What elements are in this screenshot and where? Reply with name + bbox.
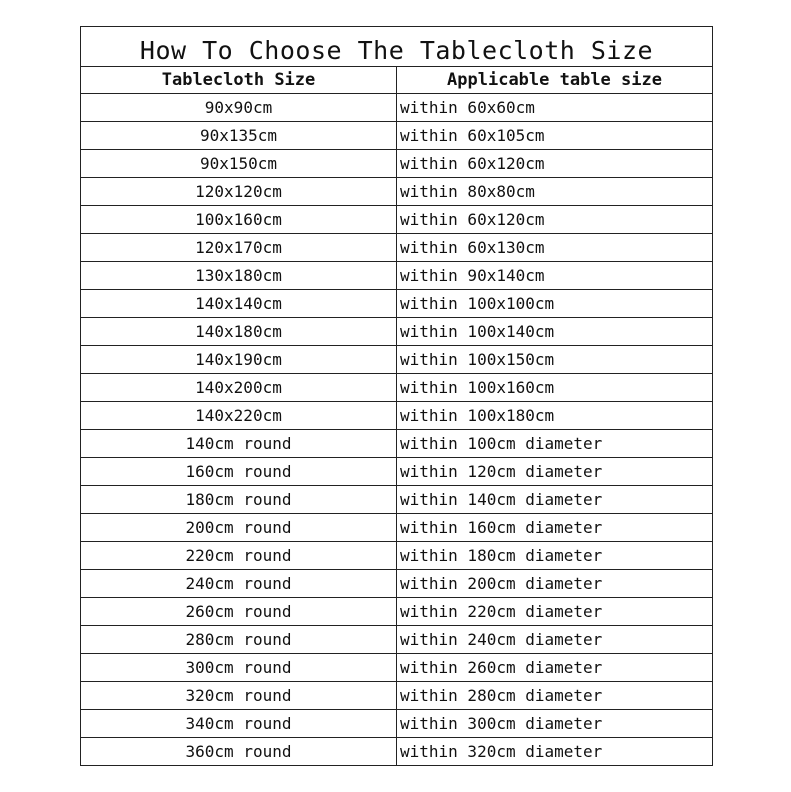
applicable-table-size-cell: within 200cm diameter [397, 570, 713, 598]
table-row [81, 346, 713, 374]
table-row [81, 94, 713, 122]
applicable-table-size-cell: within 80x80cm [397, 178, 713, 206]
table-body [81, 94, 713, 766]
applicable-table-size-cell: within 260cm diameter [397, 654, 713, 682]
title-row [81, 27, 713, 67]
tablecloth-size-cell: 140x180cm [81, 318, 397, 346]
table-row [81, 318, 713, 346]
applicable-table-size-cell: within 240cm diameter [397, 626, 713, 654]
tablecloth-size-cell: 320cm round [81, 682, 397, 710]
table-row [81, 122, 713, 150]
table-row [81, 206, 713, 234]
column-header-tablecloth-size: Tablecloth Size [81, 67, 397, 94]
tablecloth-size-cell: 140x190cm [81, 346, 397, 374]
table-row [81, 598, 713, 626]
tablecloth-size-cell: 140x220cm [81, 402, 397, 430]
tablecloth-size-cell: 140x200cm [81, 374, 397, 402]
tablecloth-size-cell: 140x140cm [81, 290, 397, 318]
column-header-applicable-table-size: Applicable table size [397, 67, 713, 94]
tablecloth-size-cell: 160cm round [81, 458, 397, 486]
applicable-table-size-cell: within 60x105cm [397, 122, 713, 150]
tablecloth-size-cell: 340cm round [81, 710, 397, 738]
applicable-table-size-cell: within 60x120cm [397, 150, 713, 178]
table-row [81, 710, 713, 738]
applicable-table-size-cell: within 100x150cm [397, 346, 713, 374]
tablecloth-size-cell: 120x120cm [81, 178, 397, 206]
applicable-table-size-cell: within 300cm diameter [397, 710, 713, 738]
applicable-table-size-cell: within 140cm diameter [397, 486, 713, 514]
applicable-table-size-cell: within 320cm diameter [397, 738, 713, 766]
table-row [81, 654, 713, 682]
tablecloth-size-cell: 120x170cm [81, 234, 397, 262]
table-row [81, 430, 713, 458]
applicable-table-size-cell: within 90x140cm [397, 262, 713, 290]
table-row [81, 150, 713, 178]
tablecloth-size-cell: 140cm round [81, 430, 397, 458]
table-row [81, 374, 713, 402]
tablecloth-size-cell: 90x135cm [81, 122, 397, 150]
applicable-table-size-cell: within 60x130cm [397, 234, 713, 262]
applicable-table-size-cell: within 100cm diameter [397, 430, 713, 458]
tablecloth-size-cell: 280cm round [81, 626, 397, 654]
applicable-table-size-cell: within 60x60cm [397, 94, 713, 122]
table-row [81, 290, 713, 318]
applicable-table-size-cell: within 100x180cm [397, 402, 713, 430]
table-row [81, 626, 713, 654]
applicable-table-size-cell: within 220cm diameter [397, 598, 713, 626]
tablecloth-size-cell: 220cm round [81, 542, 397, 570]
tablecloth-size-cell: 360cm round [81, 738, 397, 766]
tablecloth-size-cell: 90x150cm [81, 150, 397, 178]
table-row [81, 570, 713, 598]
tablecloth-size-cell: 180cm round [81, 486, 397, 514]
table-title: How To Choose The Tablecloth Size [81, 27, 713, 67]
table-row [81, 514, 713, 542]
applicable-table-size-cell: within 120cm diameter [397, 458, 713, 486]
tablecloth-size-cell: 240cm round [81, 570, 397, 598]
applicable-table-size-cell: within 60x120cm [397, 206, 713, 234]
tablecloth-size-cell: 100x160cm [81, 206, 397, 234]
applicable-table-size-cell: within 160cm diameter [397, 514, 713, 542]
header-row [81, 67, 713, 94]
table-row [81, 234, 713, 262]
table-row [81, 178, 713, 206]
tablecloth-size-table [80, 26, 713, 766]
applicable-table-size-cell: within 100x100cm [397, 290, 713, 318]
tablecloth-size-cell: 200cm round [81, 514, 397, 542]
table-row [81, 458, 713, 486]
table-row [81, 682, 713, 710]
applicable-table-size-cell: within 280cm diameter [397, 682, 713, 710]
table-row [81, 262, 713, 290]
tablecloth-size-cell: 90x90cm [81, 94, 397, 122]
table-row [81, 486, 713, 514]
tablecloth-size-cell: 130x180cm [81, 262, 397, 290]
applicable-table-size-cell: within 100x160cm [397, 374, 713, 402]
tablecloth-size-cell: 300cm round [81, 654, 397, 682]
applicable-table-size-cell: within 100x140cm [397, 318, 713, 346]
table-row [81, 738, 713, 766]
table-row [81, 542, 713, 570]
tablecloth-size-cell: 260cm round [81, 598, 397, 626]
table-row [81, 402, 713, 430]
applicable-table-size-cell: within 180cm diameter [397, 542, 713, 570]
